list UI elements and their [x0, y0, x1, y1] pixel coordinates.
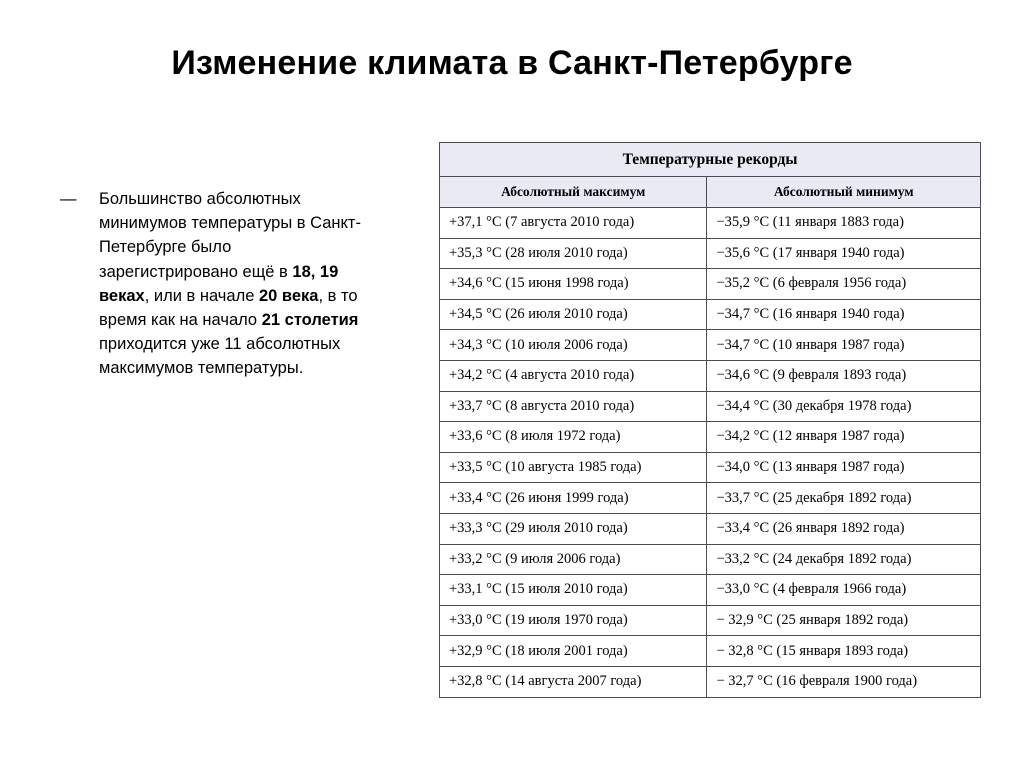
- bullet-bold-centuries: 18, 19 веках: [99, 262, 339, 305]
- cell-absolute-max: +34,6 °С (15 июня 1998 года): [440, 269, 707, 300]
- cell-absolute-max: +33,1 °С (15 июля 2010 года): [440, 575, 707, 606]
- table-row: [440, 330, 981, 361]
- table-header-row: [440, 177, 981, 208]
- column-header-min: Абсолютный минимум: [707, 177, 981, 208]
- cell-absolute-min: −33,2 °C (24 декабря 1892 года): [707, 544, 981, 575]
- temperature-records-table: [439, 142, 981, 698]
- cell-absolute-max: +32,8 °С (14 августа 2007 года): [440, 666, 707, 697]
- table-row: [440, 575, 981, 606]
- cell-absolute-min: −34,4 °C (30 декабря 1978 года): [707, 391, 981, 422]
- table-caption-row: [440, 143, 981, 177]
- cell-absolute-max: +32,9 °С (18 июля 2001 года): [440, 636, 707, 667]
- cell-absolute-max: +33,4 °С (26 июня 1999 года): [440, 483, 707, 514]
- cell-absolute-min: −35,9 °C (11 января 1883 года): [707, 208, 981, 239]
- cell-absolute-max: +34,5 °С (26 июля 2010 года): [440, 299, 707, 330]
- cell-absolute-max: +33,7 °С (8 августа 2010 года): [440, 391, 707, 422]
- table-row: [440, 452, 981, 483]
- cell-absolute-min: −34,6 °C (9 февраля 1893 года): [707, 360, 981, 391]
- cell-absolute-max: +33,3 °С (29 июля 2010 года): [440, 513, 707, 544]
- cell-absolute-max: +34,2 °С (4 августа 2010 года): [440, 360, 707, 391]
- cell-absolute-min: −35,6 °C (17 января 1940 года): [707, 238, 981, 269]
- cell-absolute-min: − 32,9 °C (25 января 1892 года): [707, 605, 981, 636]
- cell-absolute-max: +33,0 °С (19 июля 1970 года): [440, 605, 707, 636]
- cell-absolute-min: −33,7 °C (25 декабря 1892 года): [707, 483, 981, 514]
- table-row: [440, 422, 981, 453]
- bullet-text: [99, 187, 370, 381]
- table-caption: Температурные рекорды: [440, 143, 981, 177]
- cell-absolute-min: −34,0 °C (13 января 1987 года): [707, 452, 981, 483]
- table-row: [440, 544, 981, 575]
- bullet-bold-21-century: 21 столетия: [261, 311, 359, 330]
- cell-absolute-min: − 32,7 °C (16 февраля 1900 года): [707, 666, 981, 697]
- table-body: [440, 208, 981, 698]
- column-header-max: Абсолютный максимум: [440, 177, 707, 208]
- bullet-bold-20-century: 20 века: [258, 286, 319, 305]
- cell-absolute-min: −34,2 °C (12 января 1987 года): [707, 422, 981, 453]
- table-row: [440, 360, 981, 391]
- table-row: [440, 269, 981, 300]
- slide-title: Изменение климата в Санкт-Петербурге: [171, 44, 853, 82]
- cell-absolute-max: +37,1 °С (7 августа 2010 года): [440, 208, 707, 239]
- bullet-text-part: , в то время как на начало: [99, 286, 358, 330]
- cell-absolute-min: −34,7 °C (16 января 1940 года): [707, 299, 981, 330]
- cell-absolute-max: +33,2 °С (9 июля 2006 года): [440, 544, 707, 575]
- bullet-paragraph: [60, 187, 370, 381]
- bullet-text-part: , или в начале: [144, 286, 259, 305]
- cell-absolute-min: −34,7 °C (10 января 1987 года): [707, 330, 981, 361]
- cell-absolute-max: +33,5 °С (10 августа 1985 года): [440, 452, 707, 483]
- table-row: [440, 208, 981, 239]
- cell-absolute-min: −33,0 °C (4 февраля 1966 года): [707, 575, 981, 606]
- cell-absolute-max: +33,6 °С (8 июля 1972 года): [440, 422, 707, 453]
- bullet-text-part: Большинство абсолютных минимумов температуры в Санкт-Петербурге было зарегистрировано ещё в: [99, 190, 361, 281]
- table-row: [440, 299, 981, 330]
- table-row: [440, 238, 981, 269]
- table-row: [440, 666, 981, 697]
- table-row: [440, 391, 981, 422]
- cell-absolute-max: +35,3 °С (28 июля 2010 года): [440, 238, 707, 269]
- table-row: [440, 605, 981, 636]
- table-row: [440, 483, 981, 514]
- table-row: [440, 513, 981, 544]
- cell-absolute-min: − 32,8 °C (15 января 1893 года): [707, 636, 981, 667]
- cell-absolute-max: +34,3 °С (10 июля 2006 года): [440, 330, 707, 361]
- table-row: [440, 636, 981, 667]
- bullet-text-part: приходится уже 11 абсолютных максимумов температуры.: [99, 335, 341, 378]
- cell-absolute-min: −35,2 °C (6 февраля 1956 года): [707, 269, 981, 300]
- bullet-dash: —: [60, 190, 77, 208]
- cell-absolute-min: −33,4 °C (26 января 1892 года): [707, 513, 981, 544]
